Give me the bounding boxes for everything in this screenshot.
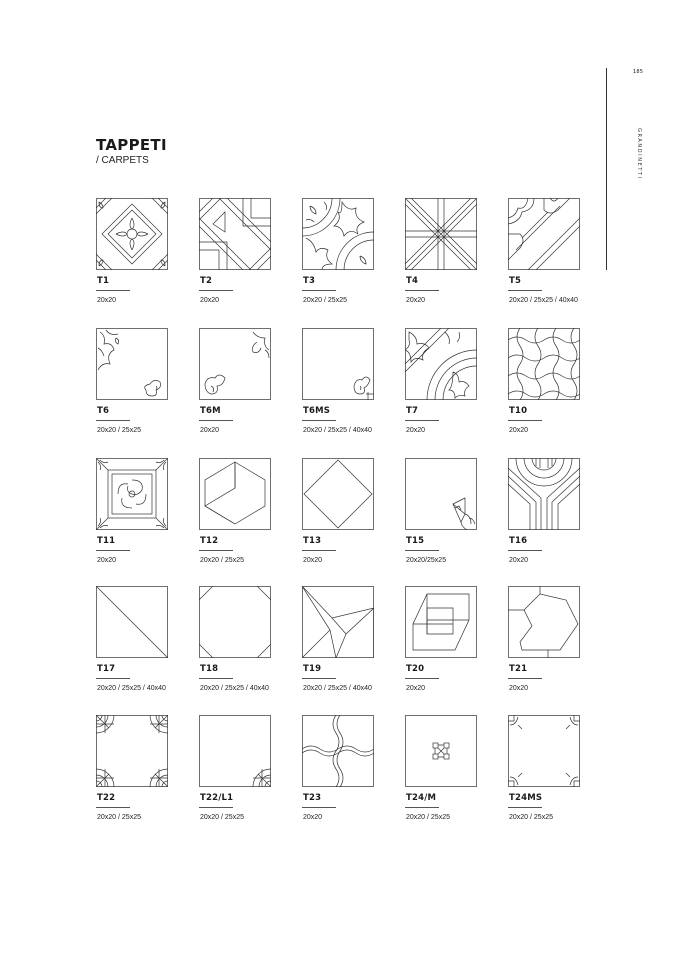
tile-code: T19 <box>303 664 322 674</box>
tile-code: T24/M <box>406 793 437 803</box>
tile-sizes: 20x20 / 25x25 <box>97 427 141 434</box>
tile-sizes: 20x20 <box>303 557 323 564</box>
page-subtitle: / CARPETS <box>96 155 149 166</box>
tile-card[interactable] <box>96 198 196 318</box>
tile-card[interactable] <box>96 328 196 448</box>
divider <box>96 550 130 551</box>
tile-code: T23 <box>303 793 322 803</box>
floral-corner-small-tile-icon <box>199 328 271 400</box>
divider <box>96 807 130 808</box>
tile-sizes: 20x20 / 25x25 <box>200 557 244 564</box>
tile-sizes: 20x20 <box>509 557 529 564</box>
tile-sizes: 20x20 <box>303 814 323 821</box>
corner-knot-tile-icon <box>508 715 580 787</box>
tile-code: T1 <box>97 276 110 286</box>
tile-sizes: 20x20 / 25x25 / 40x40 <box>303 427 372 434</box>
divider <box>405 420 439 421</box>
divider <box>96 678 130 679</box>
tile-sizes: 20x20 / 25x25 <box>97 814 141 821</box>
star-lines-tile-icon <box>405 198 477 270</box>
divider <box>199 678 233 679</box>
tile-card[interactable] <box>199 198 299 318</box>
arch-y-tile-icon <box>508 458 580 530</box>
tile-code: T18 <box>200 664 219 674</box>
tile-card[interactable] <box>199 458 299 578</box>
tile-code: T10 <box>509 406 528 416</box>
divider <box>405 678 439 679</box>
tile-code: T21 <box>509 664 528 674</box>
tile-card[interactable] <box>96 586 196 706</box>
tile-card[interactable] <box>405 458 505 578</box>
floral-arc-tile-icon <box>302 198 374 270</box>
divider <box>405 807 439 808</box>
divider <box>96 420 130 421</box>
corner-flower-tile-icon <box>302 328 374 400</box>
divider <box>508 550 542 551</box>
octagon-tile-icon <box>199 586 271 658</box>
tile-code: T17 <box>97 664 116 674</box>
tile-sizes: 20x20 / 25x25 <box>509 814 553 821</box>
tile-code: T24MS <box>509 793 543 803</box>
tile-sizes: 20x20 / 25x25 / 40x40 <box>200 685 269 692</box>
corner-fan-tile-icon <box>405 458 477 530</box>
page-title: TAPPETI <box>96 136 167 154</box>
tile-card[interactable] <box>302 458 402 578</box>
lattice-band-tile-icon <box>199 198 271 270</box>
tile-sizes: 20x20 / 25x25 <box>303 297 347 304</box>
tile-card[interactable] <box>302 586 402 706</box>
tile-code: T13 <box>303 536 322 546</box>
tile-sizes: 20x20 <box>509 427 529 434</box>
wave-weave-tile-icon <box>508 328 580 400</box>
divider <box>508 290 542 291</box>
divider <box>302 678 336 679</box>
tile-code: T20 <box>406 664 425 674</box>
tile-code: T22/L1 <box>200 793 234 803</box>
tile-code: T3 <box>303 276 316 286</box>
tile-card[interactable] <box>199 328 299 448</box>
tile-card[interactable] <box>199 715 299 835</box>
divider <box>405 290 439 291</box>
center-knot-tile-icon <box>405 715 477 787</box>
tile-code: T16 <box>509 536 528 546</box>
tile-card[interactable] <box>302 715 402 835</box>
tile-card[interactable] <box>405 328 505 448</box>
divider <box>508 807 542 808</box>
tile-card[interactable] <box>405 586 505 706</box>
tile-card[interactable] <box>508 458 608 578</box>
brand-name: GRANDINETTI <box>636 128 642 180</box>
swirl-medallion-tile-icon <box>96 458 168 530</box>
divider <box>508 678 542 679</box>
divider <box>96 290 130 291</box>
hexagon-tile-icon <box>508 586 580 658</box>
ornate-diamond-tile-icon <box>96 198 168 270</box>
tile-code: T5 <box>509 276 522 286</box>
floral-corner-tile-icon <box>96 328 168 400</box>
tile-card[interactable] <box>199 586 299 706</box>
divider <box>199 290 233 291</box>
tile-code: T22 <box>97 793 116 803</box>
divider <box>302 550 336 551</box>
tile-card[interactable] <box>96 458 196 578</box>
tile-code: T2 <box>200 276 213 286</box>
diamond-tile-icon <box>302 458 374 530</box>
divider <box>302 290 336 291</box>
tile-card[interactable] <box>96 715 196 835</box>
tile-card[interactable] <box>405 198 505 318</box>
corner-rosette-tile-icon <box>96 715 168 787</box>
scalloped-corner-tile-icon <box>508 198 580 270</box>
page-number: 185 <box>633 69 644 75</box>
divider <box>508 420 542 421</box>
leaf-arc-tile-icon <box>405 328 477 400</box>
tile-card[interactable] <box>302 328 402 448</box>
overlap-squares-tile-icon <box>405 586 477 658</box>
tile-code: T6MS <box>303 406 331 416</box>
tile-sizes: 20x20 <box>97 297 117 304</box>
cube-tile-icon <box>199 458 271 530</box>
tile-sizes: 20x20 <box>406 297 426 304</box>
tile-card[interactable] <box>302 198 402 318</box>
tile-sizes: 20x20 <box>200 427 220 434</box>
diagonal-tile-icon <box>96 586 168 658</box>
tile-sizes: 20x20 <box>200 297 220 304</box>
tile-sizes: 20x20 / 25x25 / 40x40 <box>509 297 578 304</box>
tile-code: T6 <box>97 406 110 416</box>
tile-card[interactable] <box>405 715 505 835</box>
divider <box>302 807 336 808</box>
divider <box>199 807 233 808</box>
tile-code: T7 <box>406 406 419 416</box>
single-rosette-tile-icon <box>199 715 271 787</box>
tile-card[interactable] <box>508 586 608 706</box>
wavy-cross-tile-icon <box>302 715 374 787</box>
divider <box>199 420 233 421</box>
tile-code: T15 <box>406 536 425 546</box>
tile-code: T11 <box>97 536 116 546</box>
star-rhombus-tile-icon <box>302 586 374 658</box>
tile-sizes: 20x20 / 25x25 / 40x40 <box>303 685 372 692</box>
divider <box>302 420 336 421</box>
tile-sizes: 20x20 / 25x25 <box>200 814 244 821</box>
divider <box>405 550 439 551</box>
tile-card[interactable] <box>508 198 608 318</box>
tile-sizes: 20x20 / 25x25 <box>406 814 450 821</box>
tile-sizes: 20x20 <box>509 685 529 692</box>
tile-code: T4 <box>406 276 419 286</box>
tile-sizes: 20x20 <box>97 557 117 564</box>
tile-sizes: 20x20 <box>406 427 426 434</box>
tile-code: T6M <box>200 406 221 416</box>
tile-code: T12 <box>200 536 219 546</box>
tile-sizes: 20x20 <box>406 685 426 692</box>
tile-sizes: 20x20 / 25x25 / 40x40 <box>97 685 166 692</box>
divider <box>199 550 233 551</box>
tile-card[interactable] <box>508 328 608 448</box>
tile-card[interactable] <box>508 715 608 835</box>
tile-sizes: 20x20/25x25 <box>406 557 447 564</box>
